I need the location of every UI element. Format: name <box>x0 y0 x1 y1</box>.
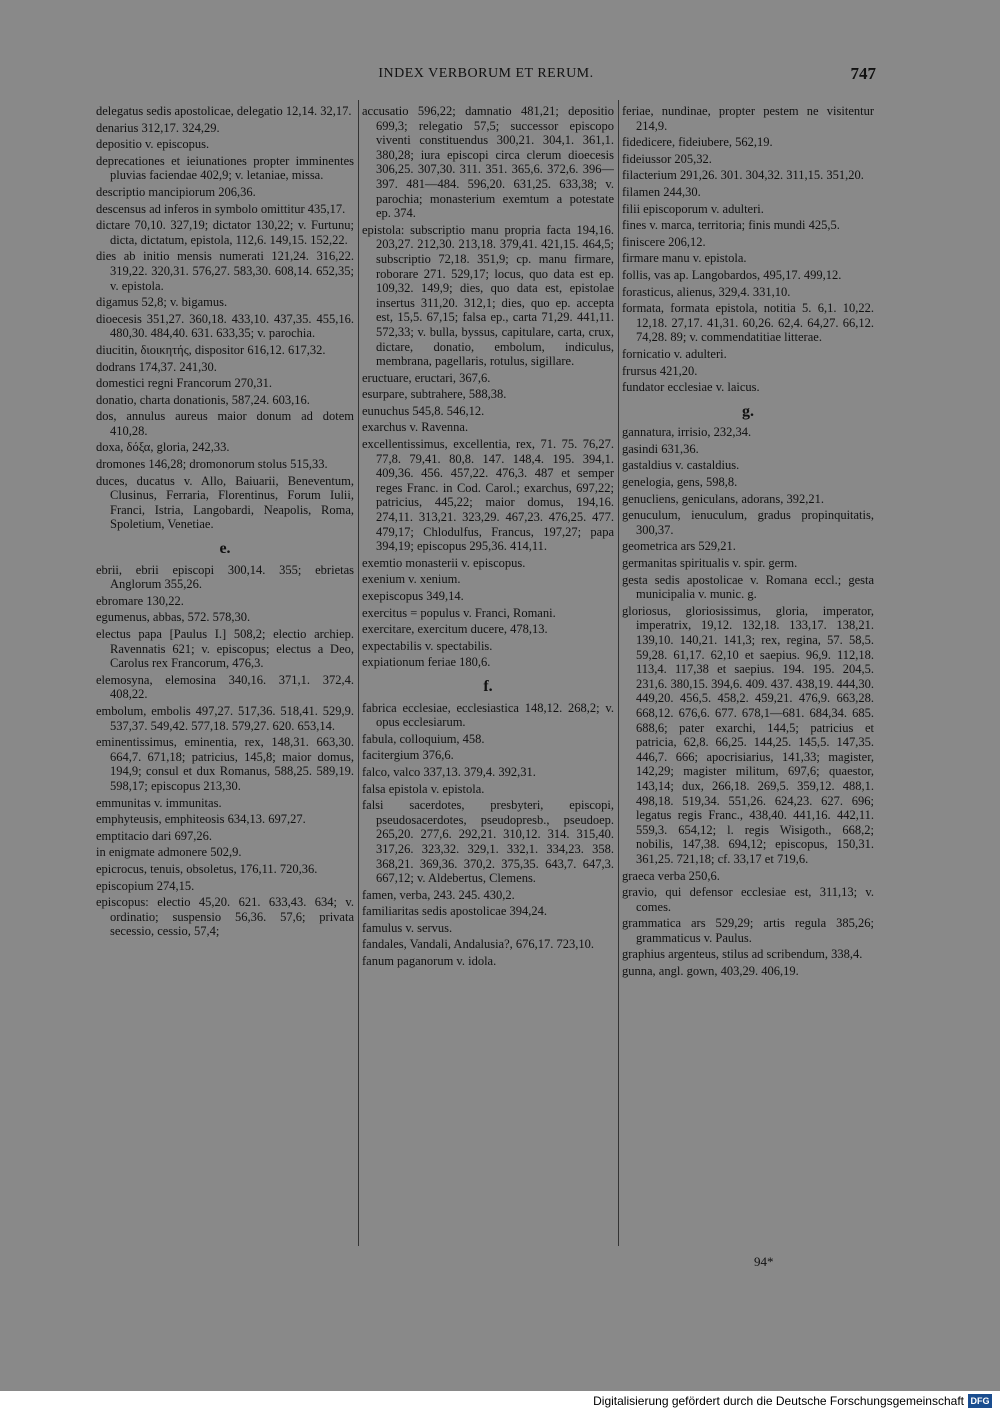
index-entry: emptitacio dari 697,26. <box>96 828 212 843</box>
index-entry: familiaritas sedis apostolicae 394,24. <box>362 904 548 919</box>
index-entry: falsi sacerdotes, presbyteri, episcopi, pseudosacerdotes, pseudopresb., pseudoep. 265,20. 277,6. 292,21. 310,12. 314. 315,40. 317,26. 323,32. 329,1. 332,1. 334,23. 358. 368,21. 369,36. 370,2. 375,35. 643,7. 647,3. 667,12; v. Aldebertus, Clemens. <box>362 798 614 886</box>
index-entry: fornicatio v. adulteri. <box>622 346 727 361</box>
section-letter: f. <box>483 677 493 695</box>
index-entry: fideiussor 205,32. <box>622 151 712 166</box>
index-entry: fines v. marca, territoria; finis mundi 425,5. <box>622 218 840 233</box>
index-entry: dodrans 174,37. 241,30. <box>96 359 217 374</box>
index-entry: emphyteusis, emphiteosis 634,13. 697,27. <box>96 812 306 827</box>
index-entry: follis, vas ap. Langobardos, 495,17. 499,12. <box>622 267 842 282</box>
index-entry: electus papa [Paulus I.] 508,2; electio archiep. Ravennatis 621; v. episcopus; electus a Deo, Carolus rex Francorum, 476,3. <box>96 627 354 671</box>
index-entry: donatio, charta donationis, 587,24. 603,16. <box>96 392 310 407</box>
index-entry: exercitus = populus v. Franci, Romani. <box>362 605 556 620</box>
section-letter: e. <box>219 540 231 558</box>
running-header <box>96 66 876 86</box>
index-entry: dictare 70,10. 327,19; dictator 130,22; v. Furtunu; dicta, dictatum, epistola, 112,6. 149,15. 152,22. <box>96 218 354 247</box>
index-entry: gannatura, irrisio, 232,34. <box>622 425 752 440</box>
index-entry: filamen 244,30. <box>622 184 701 199</box>
index-entry: forasticus, alienus, 329,4. 331,10. <box>622 284 791 299</box>
index-entry: fundator ecclesiae v. laicus. <box>622 380 760 395</box>
index-entry: exarchus v. Ravenna. <box>362 420 469 435</box>
index-entry: excellentissimus, excellentia, rex, 71. 75. 76,27. 77,8. 79,41. 80,8. 147. 148,4. 195. 394,1. 409,36. 456. 457,22. 476,3. 487 et semper reges Franc. in Cod. Carol.; exarchus, 697,22; patricius, 445,22; maior domus, 194,16. 274,11. 313,21. 323,29. 467,23. 476,25. 477. 479,17; Chlodulfus, Francus, 197,27; papa 394,19; episcopus 295,36. 414,11. <box>362 437 614 554</box>
index-entry: firmare manu v. epistola. <box>622 251 747 266</box>
index-entry: accusatio 596,22; damnatio 481,21; depositio 699,3; relegatio 57,5; successor episcopo viventi constituendus 300,21. 304,1. 361,1. 380,28; iura episcopi circa clerum dioecesis 306,25. 307,30. 311. 351. 365,6. 372,6. 396—397. 481—484. 596,20. 631,25. 633,38; v. parochia; monasterium exemtum a potestate ep. 374. <box>362 104 614 221</box>
index-entry: gloriosus, gloriosissimus, gloria, imperator, imperatrix, 19,12. 132,18. 133,17. 138,21. 139,10. 140,21. 141,3; rex, regina, 57. 58,5. 59,28. 61,17. 62,10 et saepius. 96,9. 112,18. 113,4. 117,38 et saepius. 194. 195. 204,5. 231,6. 380,15. 394,6. 409. 437. 438,19. 444,30. 449,20. 456,5. 458,2. 459,21. 476,9. 663,28. 668,12. 676,6. 677. 678,1—681. 684,34. 685. 688,6; pater exarchi, 144,5; patricius et patricia, 62,8. 66,25. 144,25. 145,5. 147,35. 446,7. 666; apocrisiarius, 141,33; magister, 142,29; magister militum, 697,6; quaestor, 143,14; dux, 266,18. 269,5. 359,12. 488,1. 498,18. 519,34. 551,26. 624,23. 627. 696; legatus regis Franc., 438,40. 441,16. 442,11. 559,3. 654,12; l. regis Wisigoth., 668,2; nobilis, 147,38. 694,12; episcopus, 150,31. 361,25. 721,18; cf. 33,17 et 719,6. <box>622 603 874 866</box>
index-entry: feriae, nundinae, propter pestem ne visitentur 214,9. <box>622 104 874 133</box>
index-entry: ebrii, ebrii episcopi 300,14. 355; ebrietas Anglorum 355,26. <box>96 562 354 592</box>
index-entry: dos, annulus aureus maior donum ad dotem 410,28. <box>96 409 354 438</box>
index-entry: esurpare, subtrahere, 588,38. <box>362 387 507 402</box>
index-entry: expiationum feriae 180,6. <box>362 655 491 670</box>
index-entry: diucitin, διοικητής, dispositor 616,12. 617,32. <box>96 342 326 357</box>
index-entry: facitergium 376,6. <box>362 748 454 763</box>
index-entry: graeca verba 250,6. <box>622 868 720 883</box>
index-entry: famen, verba, 243. 245. 430,2. <box>362 887 515 902</box>
index-entry: gravio, qui defensor ecclesiae est, 311,13; v. comes. <box>622 885 874 914</box>
index-entry: exemtio monasterii v. episcopus. <box>362 555 526 570</box>
index-entry: fandales, Vandali, Andalusia?, 676,17. 723,10. <box>362 937 595 952</box>
index-entry: descensus ad inferos in symbolo omittitur 435,17. <box>96 201 346 216</box>
index-entry: fabula, colloquium, 458. <box>362 731 485 746</box>
index-entry: germanitas spiritualis v. spir. germ. <box>622 556 798 571</box>
index-entry: doxa, δόξα, gloria, 242,33. <box>96 440 230 455</box>
column-rule <box>618 100 619 1246</box>
column-rule <box>358 100 359 1246</box>
index-entry: grammatica ars 529,29; artis regula 385,26; grammaticus v. Paulus. <box>622 916 874 945</box>
index-entry: egumenus, abbas, 572. 578,30. <box>96 610 251 625</box>
index-column-middle <box>362 104 614 1254</box>
index-entry: deprecationes et ieiunationes propter imminentes pluvias faciendae 402,9; v. letaniae, missa. <box>96 153 354 183</box>
dfg-logo: DFG <box>968 1394 992 1408</box>
index-entry: denarius 312,17. 324,29. <box>96 120 220 135</box>
index-entry: embolum, embolis 497,27. 517,36. 518,41. 529,9. 537,37. 549,42. 577,18. 579,27. 620. 653,14. <box>96 703 354 733</box>
index-entry: famulus v. servus. <box>362 920 453 935</box>
index-entry: exepiscopus 349,14. <box>362 589 464 603</box>
index-entry: filacterium 291,26. 301. 304,32. 311,15. 351,20. <box>622 168 864 183</box>
index-entry: gesta sedis apostolicae v. Romana eccl.; gesta municipalia v. munic. g. <box>622 572 874 602</box>
index-entry: dromones 146,28; dromonorum stolus 515,33. <box>96 457 328 472</box>
index-entry: gasindi 631,36. <box>622 441 699 456</box>
index-entry: frursus 421,20. <box>622 363 698 378</box>
index-entry: dies ab initio mensis numerati 121,24. 316,22. 319,22. 320,31. 576,27. 583,30. 608,14. 652,35; v. epistola. <box>96 249 354 293</box>
index-entry: eructuare, eructari, 367,6. <box>362 370 491 385</box>
footer-credit: Digitalisierung gefördert durch die Deutsche Forschungsgemeinschaft <box>593 1394 964 1408</box>
index-entry: eminentissimus, eminentia, rex, 148,31. 663,30. 664,7. 671,18; patricius, 145,8; maior domus, 194,9; consul et dux Romanus, 588,25. 589,19. 598,17; episcopus 213,30. <box>96 735 354 793</box>
index-entry: gastaldius v. castaldius. <box>622 458 740 473</box>
index-entry: epistola: subscriptio manu propria facta 194,16. 203,27. 212,30. 213,18. 379,41. 421,15. 464,5; subscriptio 72,18. 351,9; cp. manu firmare, roborare 271. 529,17; locus, quo data est ep. 109,32. 149,9; dies, quo data est, epistolae insertus 311,20. 312,1; dies, quo ep. accepta est, 15,5. 67,15; falsa ep., carta 71,29. 441,11. 572,33; v. bulla, byssus, capitulare, carta, crux, dictare, donatio, embolum, indiculus, membrana, pagellaris, rotulus, sigillare. <box>362 222 614 369</box>
index-entry: fabrica ecclesiae, ecclesiastica 148,12. 268,2; v. opus ecclesiarum. <box>362 700 614 730</box>
index-entry: exercitare, exercitum ducere, 478,13. <box>362 622 548 637</box>
index-column-right <box>622 104 874 1254</box>
index-entry: epicrocus, tenuis, obsoletus, 176,11. 720,36. <box>96 861 318 876</box>
running-title: INDEX VERBORUM ET RERUM. <box>378 66 594 81</box>
index-entry: episcopium 274,15. <box>96 878 195 893</box>
index-entry: falco, valco 337,13. 379,4. 392,31. <box>362 764 536 779</box>
index-entry: genucliens, geniculans, adorans, 392,21. <box>622 491 825 506</box>
index-entry: exenium v. xenium. <box>362 572 461 587</box>
index-entry: digamus 52,8; v. bigamus. <box>96 295 228 310</box>
index-entry: geometrica ars 529,21. <box>622 539 736 554</box>
section-letter: g. <box>742 402 754 420</box>
index-entry: gunna, angl. gown, 403,29. 406,19. <box>622 964 799 979</box>
index-entry: dioecesis 351,27. 360,18. 433,10. 437,35. 455,16. 480,30. 484,40. 631. 633,35; v. parochia. <box>96 311 354 341</box>
index-entry: emmunitas v. immunitas. <box>96 795 222 810</box>
index-entry: duces, ducatus v. Allo, Baiuarii, Beneventum, Clusinus, Ferraria, Florentinus, Forum Iulii, Franci, Istria, Langobardi, Neapolis, Roma, Spoletium, Venetiae. <box>96 473 354 532</box>
index-entry: formata, formata epistola, notitia 5. 6,1. 10,22. 12,18. 27,17. 41,31. 60,26. 62,4. 64,27. 66,12. 74,28. 89; v. commendatitiae litterae. <box>622 301 874 345</box>
index-entry: descriptio mancipiorum 206,36. <box>96 184 256 199</box>
index-entry: falsa epistola v. epistola. <box>362 781 485 796</box>
index-entry: depositio v. episcopus. <box>96 137 210 152</box>
index-entry: eunuchus 545,8. 546,12. <box>362 403 485 418</box>
index-entry: in enigmate admonere 502,9. <box>96 845 242 860</box>
index-entry: finiscere 206,12. <box>622 234 706 249</box>
index-entry: genuculum, ienuculum, gradus propinquitatis, 300,37. <box>622 508 874 537</box>
footer-bar <box>0 1391 1000 1413</box>
page-number: 747 <box>850 64 876 83</box>
index-entry: expectabilis v. spectabilis. <box>362 638 493 653</box>
index-entry: ebromare 130,22. <box>96 593 184 608</box>
index-entry: genelogia, gens, 598,8. <box>622 475 738 490</box>
index-entry: graphius argenteus, stilus ad scribendum, 338,4. <box>622 947 863 962</box>
index-column-left <box>96 104 354 1254</box>
index-entry: fanum paganorum v. idola. <box>362 954 497 969</box>
index-entry: episcopus: electio 45,20. 621. 633,43. 634; v. ordinatio; suspensio 56,36. 57,6; privata secessio, cessio, 57,4; <box>96 895 354 939</box>
index-entry: filii episcoporum v. adulteri. <box>622 201 764 216</box>
index-entry: fidedicere, fideiubere, 562,19. <box>622 135 773 150</box>
index-entry: domestici regni Francorum 270,31. <box>96 376 273 391</box>
index-entry: delegatus sedis apostolicae, delegatio 12,14. 32,17. <box>96 104 352 118</box>
index-entry: elemosyna, elemosina 340,16. 371,1. 372,4. 408,22. <box>96 672 354 702</box>
signature-mark: 94* <box>754 1254 774 1269</box>
